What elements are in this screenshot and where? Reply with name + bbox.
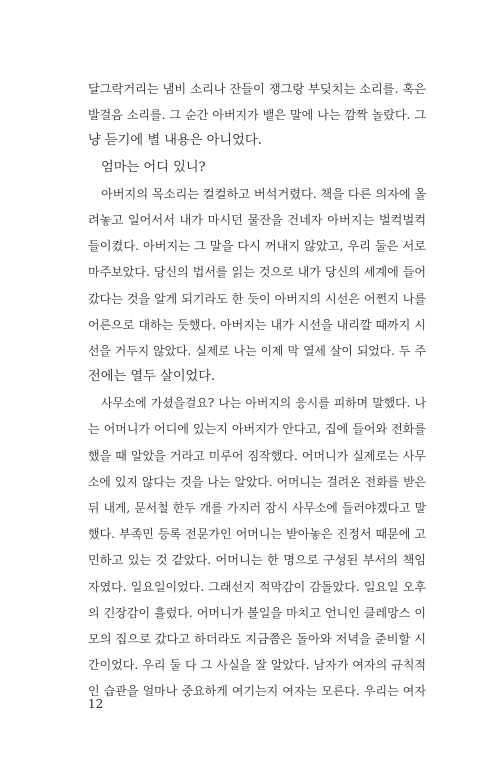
text-line: 했을 때 알았을 거라고 미루어 짐작했다. 어머니가 실제로는 사무	[88, 448, 426, 463]
text-line: 사무소에 가셨을걸요? 나는 아버지의 응시를 피하며 말했다. 나	[101, 396, 426, 411]
text-line: 민하고 있는 것 같았다. 어머니는 한 명으로 구성된 부서의 책임	[88, 553, 426, 568]
text-line: 모의 집으로 갔다고 하더라도 지금쯤은 돌아와 저녁을 준비할 시	[88, 631, 426, 646]
body-text	[88, 76, 426, 705]
text-line: 했다. 부족민 등록 전문가인 어머니는 받아놓은 진정서 때문에 고	[88, 527, 426, 542]
text-line: 전에는 열두 살이었다.	[88, 369, 216, 385]
text-line: 엄마는 어디 있니?	[101, 159, 206, 175]
text-line: 뒤 내게, 문서철 한두 개를 가지러 잠시 사무소에 들러야겠다고 말	[88, 501, 426, 515]
text-line: 아버지의 목소리는 컬컬하고 버석거렸다. 책을 다른 의자에 올	[101, 186, 427, 201]
text-line: 들이켰다. 아버지는 그 말을 다시 꺼내지 않았고, 우리 둘은 서로	[88, 239, 426, 254]
text-line: 냥 듣기에 별 내용은 아니었다.	[88, 133, 262, 149]
text-line: 의 긴장감이 흘렀다. 어머니가 볼일을 마치고 언니인 클레망스 이	[88, 605, 426, 620]
text-line: 갔다는 것을 알게 되기라도 한 듯이 아버지의 시선은 어쩐지 나를	[88, 291, 426, 306]
text-line: 인 습관을 얼마나 중요하게 여기는지 여자는 모른다. 우리는 여자	[88, 684, 426, 699]
text-line: 소에 있지 않다는 것을 나는 알았다. 어머니는 걸려온 전화를 받은	[88, 474, 426, 489]
text-line: 간이었다. 우리 둘 다 그 사실을 잘 알았다. 남자가 여자의 규칙적	[88, 658, 426, 673]
page-number: 12	[88, 697, 104, 711]
text-line: 발걸음 소리를. 그 순간 아버지가 뱉은 말에 나는 깜짝 놀랐다. 그	[88, 108, 426, 123]
text-line: 자였다. 일요일이었다. 그래선지 적막감이 감돌았다. 일요일 오후	[88, 579, 426, 594]
text-line: 려놓고 일어서서 내가 마시던 물잔을 건네자 아버지는 벌컥벌컥	[88, 212, 426, 227]
text-line: 는 어머니가 어디에 있는지 아버지가 안다고, 집에 들어와 전화를	[88, 422, 426, 437]
text-line: 선을 거두지 않았다. 실제로 나는 이제 막 열세 살이 되었다. 두 주	[88, 343, 426, 358]
text-line: 어른으로 대하는 듯했다. 아버지는 내가 시선을 내리깔 때까지 시	[88, 317, 426, 332]
text-line: 마주보았다. 당신의 법서를 읽는 것으로 내가 당신의 세계에 들어	[88, 265, 426, 280]
text-line: 달그락거리는 냄비 소리나 잔들이 쟁그랑 부딪치는 소리를. 혹은	[88, 82, 426, 96]
